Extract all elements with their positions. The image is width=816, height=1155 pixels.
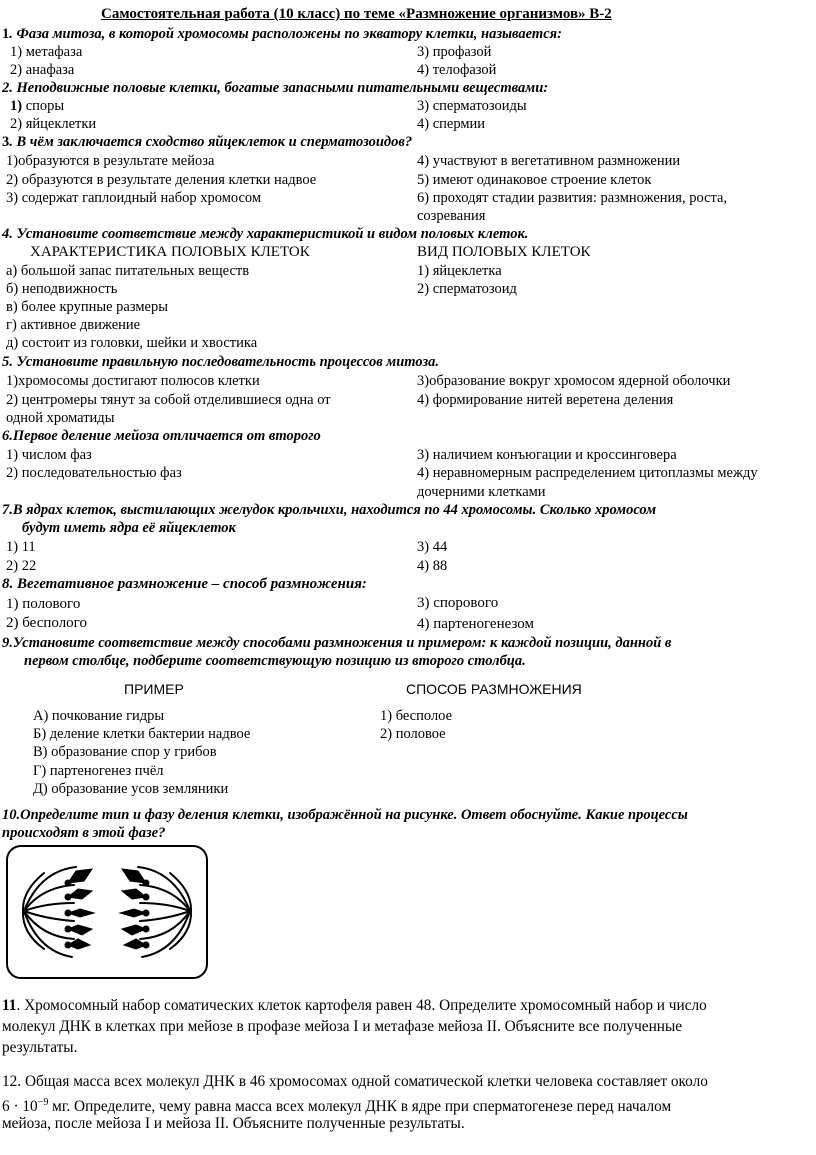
- q9-header-method: СПОСОБ РАЗМНОЖЕНИЯ: [406, 681, 582, 697]
- q2-option-2: 2) яйцеклетки: [10, 116, 97, 132]
- q7-option-3: 3) 44: [417, 539, 448, 555]
- q1-option-3: 3) профазой: [417, 44, 492, 60]
- q8-option-1: 1) полового: [6, 596, 81, 612]
- q9-item-d: Д) образование усов земляники: [33, 781, 229, 797]
- question-12-line-2-text: мг. Определите, чему равна масса всех молекул ДНК в ядре при сперматогенезе перед началом: [48, 1098, 672, 1116]
- q8-option-3: 3) спорового: [417, 595, 499, 611]
- question-1-text: . Фаза митоза, в которой хромосомы расположены по экватору клетки, называется:: [9, 26, 562, 42]
- q3-option-5: 5) имеют одинаковое строение клеток: [417, 172, 652, 188]
- q1-option-1: 1) метафаза: [10, 44, 83, 60]
- question-7: 7.В ядрах клеток, выстилающих желудок крольчихи, находится по 44 хромосомы. Сколько хромосом: [2, 502, 657, 518]
- cell-division-figure: [6, 845, 208, 979]
- question-11-number: 11: [2, 997, 17, 1014]
- q4-item-v: в) более крупные размеры: [6, 299, 168, 315]
- q4-answer-1: 1) яйцеклетка: [417, 263, 502, 279]
- q4-answer-2: 2) сперматозоид: [417, 281, 517, 297]
- q5-option-1: 1)хромосомы достигают полюсов клетки: [6, 373, 260, 389]
- q2-option-1: [10, 97, 64, 115]
- q6-option-3: 3) наличием конъюгации и кроссинговера: [417, 447, 677, 463]
- q9-header-example: ПРИМЕР: [124, 681, 184, 697]
- page-title: Самостоятельная работа (10 класс) по теме «Размножение организмов» В-2: [101, 6, 612, 22]
- q4-header-cell-type: ВИД ПОЛОВЫХ КЛЕТОК: [417, 244, 591, 260]
- q3-option-4: 4) участвуют в вегетативном размножении: [417, 153, 681, 169]
- q3-option-6-continued: созревания: [417, 208, 486, 224]
- question-6: 6.Первое деление мейоза отличается от второго: [2, 428, 321, 444]
- question-9-continued: первом столбце, подберите соответствующую позицию из второго столбца.: [24, 653, 526, 669]
- question-12-line-3: мейоза, после мейоза I и мейоза II. Объясните полученные результаты.: [2, 1115, 465, 1132]
- q6-option-4: 4) неравномерным распределением цитоплазмы между: [417, 465, 758, 481]
- q7-option-4: 4) 88: [417, 558, 448, 574]
- question-11-text: . Хромосомный набор соматических клеток картофеля равен 48. Определите хромосомный набор и число: [16, 997, 707, 1014]
- q4-header-characteristic: ХАРАКТЕРИСТИКА ПОЛОВЫХ КЛЕТОК: [30, 244, 310, 260]
- q3-option-1: 1)образуются в результате мейоза: [6, 153, 215, 169]
- q5-option-3: 3)образование вокруг хромосом ядерной оболочки: [417, 373, 731, 389]
- question-1-number: 1: [2, 26, 10, 42]
- q4-item-a: а) большой запас питательных веществ: [6, 263, 250, 279]
- q4-item-g: г) активное движение: [6, 317, 141, 333]
- q5-option-2: 2) центромеры тянут за собой отделившиеся одна от: [6, 392, 331, 408]
- question-2: 2. Неподвижные половые клетки, богатые запасными питательными веществами:: [2, 80, 549, 96]
- q4-item-d: д) состоит из головки, шейки и хвостика: [6, 335, 258, 351]
- question-11-line-2: молекул ДНК в клетках при мейозе в профазе мейоза I и метафазе мейоза II. Объясните все полученные: [2, 1018, 683, 1035]
- question-11-line-3: результаты.: [2, 1039, 78, 1056]
- q8-option-2: 2) бесполого: [6, 615, 87, 631]
- question-1: [2, 25, 562, 43]
- q5-option-4: 4) формирование нитей веретена деления: [417, 392, 674, 408]
- question-10: 10.Определите тип и фазу деления клетки, изображённой на рисунке. Ответ обоснуйте. Какие процессы: [2, 807, 688, 823]
- q9-answer-2: 2) половое: [380, 726, 446, 742]
- q6-option-2: 2) последовательностью фаз: [6, 465, 182, 481]
- q2-option-1-number: 1): [10, 98, 23, 114]
- q3-option-2: 2) образуются в результате деления клетки надвое: [6, 172, 317, 188]
- question-9: 9.Установите соответствие между способами размножения и примером: к каждой позиции, данной в: [2, 635, 672, 651]
- q2-option-4: 4) спермии: [417, 116, 486, 132]
- q3-option-6: 6) проходят стадии развития: размножения, роста,: [417, 190, 728, 206]
- q2-option-3: 3) сперматозоиды: [417, 98, 527, 114]
- q7-option-2: 2) 22: [6, 558, 37, 574]
- q8-option-4: 4) партеногенезом: [417, 616, 534, 632]
- q9-item-g: Г) партеногенез пчёл: [33, 763, 164, 779]
- q9-item-b: Б) деление клетки бактерии надвое: [33, 726, 251, 742]
- question-8: 8. Вегетативное размножение – способ размножения:: [2, 576, 367, 592]
- dna-mass-value: 6 · 10: [2, 1098, 38, 1116]
- q4-item-b: б) неподвижность: [6, 281, 118, 297]
- q6-option-4-continued: дочерними клетками: [417, 484, 546, 500]
- q9-answer-1: 1) бесполое: [380, 708, 453, 724]
- question-10-continued: происходят в этой фазе?: [2, 825, 166, 841]
- q9-item-v: В) образование спор у грибов: [33, 744, 217, 760]
- figure-frame: [7, 846, 207, 978]
- question-11: [2, 996, 707, 1016]
- q9-item-a: А) почкование гидры: [33, 708, 165, 724]
- question-3-number: 3: [2, 134, 10, 150]
- q6-option-1: 1) числом фаз: [6, 447, 92, 463]
- question-3-text: . В чём заключается сходство яйцеклеток и сперматозоидов?: [9, 134, 413, 150]
- q3-option-3: 3) содержат гаплоидный набор хромосом: [6, 190, 262, 206]
- question-3: [2, 133, 412, 151]
- dna-mass-exponent: −9: [37, 1097, 49, 1108]
- question-4: 4. Установите соответствие между характеристикой и видом половых клеток.: [2, 226, 529, 242]
- q5-option-2-continued: одной хроматиды: [6, 410, 115, 426]
- q7-option-1: 1) 11: [6, 539, 36, 555]
- q2-option-1-text: споры: [22, 98, 65, 114]
- q1-option-4: 4) телофазой: [417, 62, 497, 78]
- question-5: 5. Установите правильную последовательность процессов митоза.: [2, 354, 439, 370]
- question-12: 12. Общая масса всех молекул ДНК в 46 хромосомах одной соматической клетки человека составляет около: [2, 1073, 708, 1090]
- question-7-continued: будут иметь ядра её яйцеклеток: [22, 520, 236, 536]
- q1-option-2: 2) анафаза: [10, 62, 75, 78]
